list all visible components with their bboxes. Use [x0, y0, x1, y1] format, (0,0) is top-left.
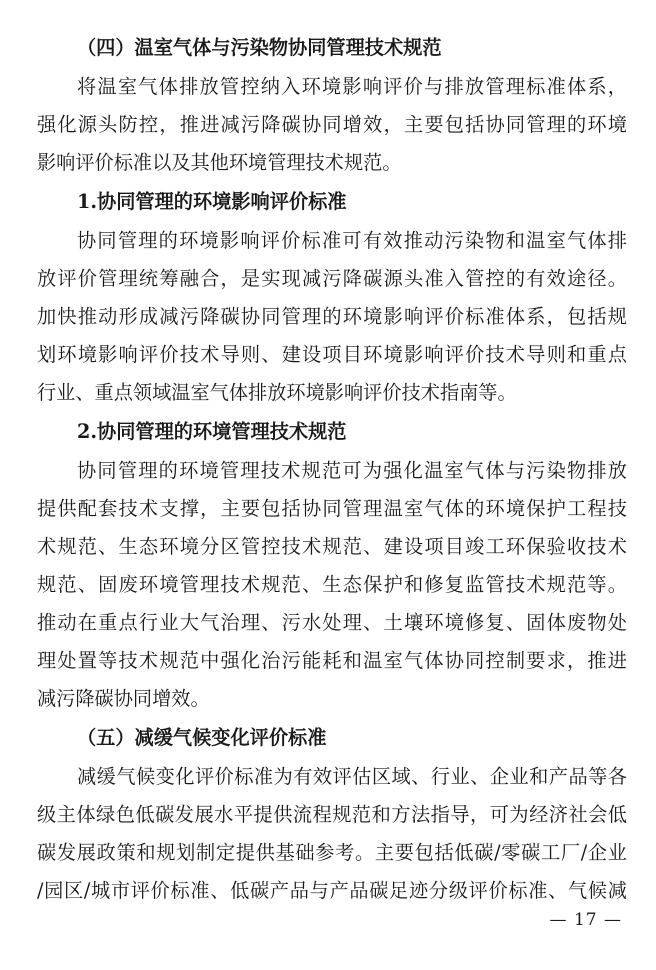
paragraph-line: 影响评价标准以及其他环境管理技术规范。	[37, 151, 402, 174]
paragraph-line: 行业、重点领域温室气体排放环境影响评价技术指南等。	[37, 381, 517, 404]
section-heading-4: （四）温室气体与污染物协同管理技术规范	[77, 36, 442, 59]
paragraph-line: 放评价管理统筹融合，是实现减污降碳源头准入管控的有效途径。	[37, 267, 627, 290]
paragraph-line: 碳发展政策和规划制定提供基础参考。主要包括低碳/零碳工厂/企业	[37, 841, 627, 864]
paragraph-line: 强化源头防控，推进减污降碳协同增效，主要包括协同管理的环境	[37, 113, 627, 136]
subsection-heading-4-2: 2.协同管理的环境管理技术规范	[77, 420, 347, 443]
paragraph-line: /园区/城市评价标准、低碳产品与产品碳足迹分级评价标准、气候减	[37, 879, 627, 902]
paragraph-line: 推动在重点行业大气治理、污水处理、土壤环境修复、固体废物处	[37, 611, 627, 634]
paragraph-line: 理处置等技术规范中强化治污能耗和温室气体协同控制要求，推进	[37, 649, 627, 672]
paragraph-line: 协同管理的环境管理技术规范可为强化温室气体与污染物排放	[77, 459, 627, 482]
subsection-heading-4-1: 1.协同管理的环境影响评价标准	[77, 190, 347, 213]
paragraph-line: 规范、固废环境管理技术规范、生态保护和修复监管技术规范等。	[37, 573, 627, 596]
paragraph-line: 提供配套技术支撑，主要包括协同管理温室气体的环境保护工程技	[37, 497, 627, 520]
page-number: — 17 —	[549, 910, 622, 930]
paragraph-line: 将温室气体排放管控纳入环境影响评价与排放管理标准体系，	[77, 75, 627, 98]
paragraph-line: 减污降碳协同增效。	[37, 687, 210, 710]
paragraph-line: 加快推动形成减污降碳协同管理的环境影响评价标准体系，包括规	[37, 305, 627, 328]
paragraph-line: 级主体绿色低碳发展水平提供流程规范和方法指导，可为经济社会低	[37, 803, 627, 826]
paragraph-line: 术规范、生态环境分区管控技术规范、建设项目竣工环保验收技术	[37, 535, 627, 558]
paragraph-line: 减缓气候变化评价标准为有效评估区域、行业、企业和产品等各	[77, 765, 627, 788]
section-heading-5: （五）减缓气候变化评价标准	[77, 726, 327, 749]
paragraph-line: 协同管理的环境影响评价标准可有效推动污染物和温室气体排	[77, 229, 627, 252]
paragraph-line: 划环境影响评价技术导则、建设项目环境影响评价技术导则和重点	[37, 343, 627, 366]
